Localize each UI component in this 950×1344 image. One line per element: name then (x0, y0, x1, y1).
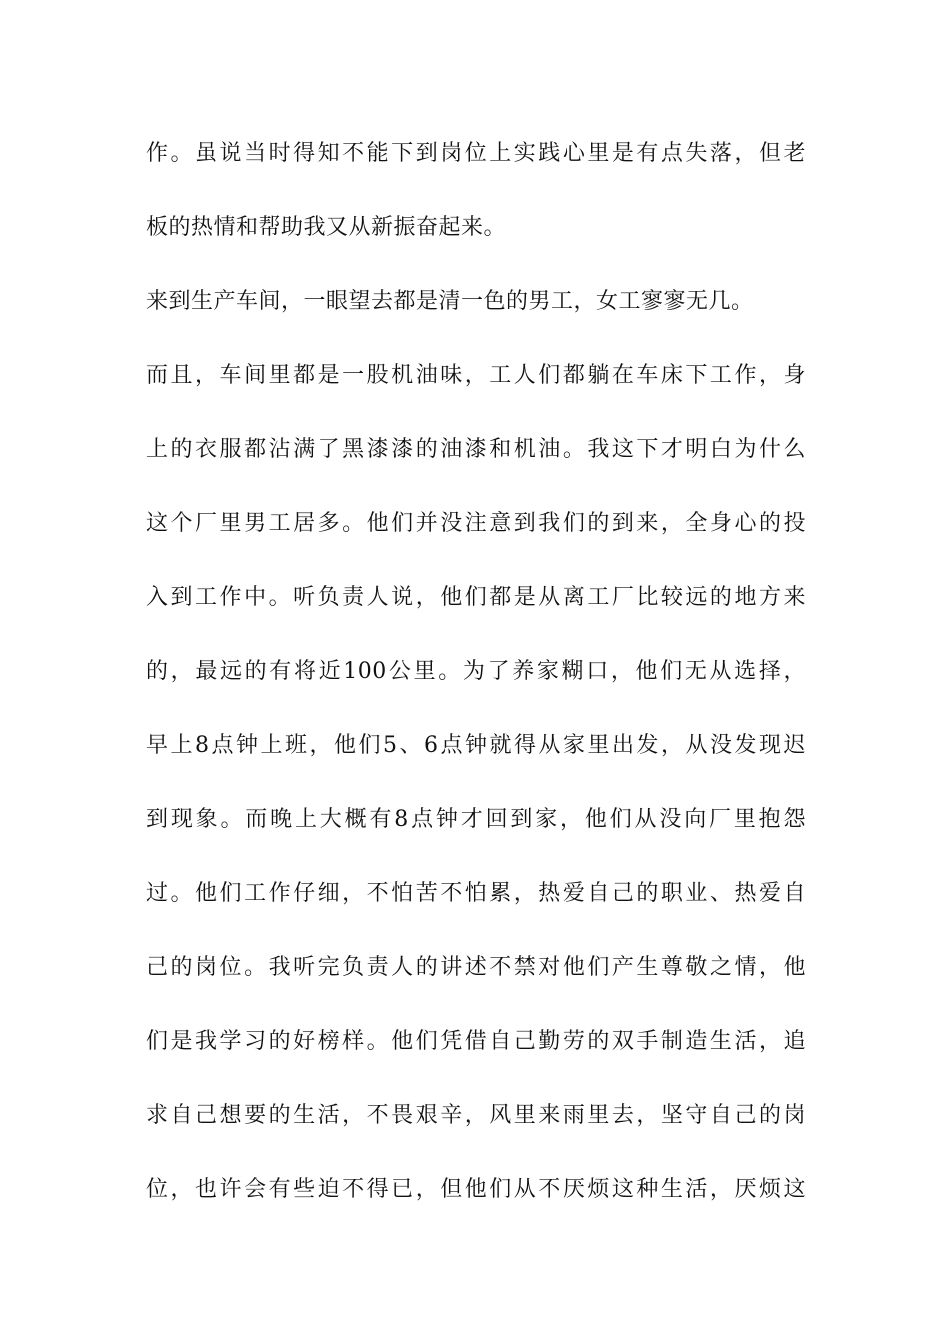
text-line-13: 们是我学习的好榜样。他们凭借自己勤劳的双手制造生活，追 (146, 1029, 806, 1054)
text-line-14: 求自己想要的生活，不畏艰辛，风里来雨里去，坚守自己的岗 (146, 1103, 806, 1128)
text-line-7: 入到工作中。听负责人说，他们都是从离工厂比较远的地方来 (146, 585, 806, 610)
text-line-9: 早上8点钟上班，他们5、6点钟就得从家里出发，从没发现迟 (146, 733, 806, 758)
text-line-1: 作。虽说当时得知不能下到岗位上实践心里是有点失落，但老 (146, 141, 806, 166)
body-text (146, 130, 806, 1240)
text-line-8: 的，最远的有将近100公里。为了养家糊口，他们无从选择， (146, 659, 806, 684)
text-line-11: 过。他们工作仔细，不怕苦不怕累，热爱自己的职业、热爱自 (146, 881, 806, 906)
text-line-4: 而且，车间里都是一股机油味，工人们都躺在车床下工作，身 (146, 363, 806, 388)
text-line-6: 这个厂里男工居多。他们并没注意到我们的到来，全身心的投 (146, 511, 806, 536)
text-line-2: 板的热情和帮助我又从新振奋起来。 (146, 215, 507, 240)
text-line-3: 来到生产车间，一眼望去都是清一色的男工，女工寥寥无几。 (146, 289, 754, 314)
text-line-10: 到现象。而晚上大概有8点钟才回到家，他们从没向厂里抱怨 (146, 807, 806, 832)
text-line-5: 上的衣服都沾满了黑漆漆的油漆和机油。我这下才明白为什么 (146, 437, 806, 462)
text-line-12: 己的岗位。我听完负责人的讲述不禁对他们产生尊敬之情，他 (146, 955, 806, 980)
text-line-15: 位，也许会有些迫不得已，但他们从不厌烦这种生活，厌烦这 (146, 1177, 806, 1202)
